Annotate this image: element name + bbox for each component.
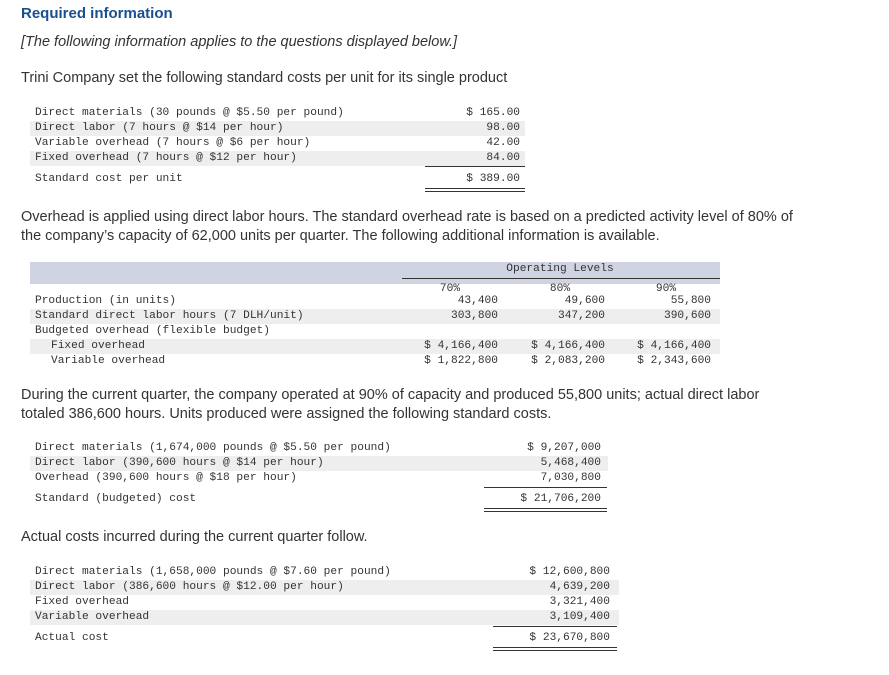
cell-value: $ 4,166,400 [637,340,711,352]
row-label: Actual cost [35,632,109,644]
table-row [30,441,608,456]
cell-value: $ 2,343,600 [637,355,711,367]
column-header: 90% [655,283,677,295]
row-value: 7,030,800 [540,472,601,484]
subtotal-underline [425,166,525,167]
cell-value: 55,800 [670,295,711,307]
table-row [30,121,525,136]
cell-value: $ 2,083,200 [531,355,605,367]
paragraph-line: totaled 386,600 hours. Units produced were assigned the following standard costs. [21,406,552,422]
table-row [30,106,525,121]
row-value: $ 9,207,000 [527,442,601,454]
row-label: Direct materials (1,674,000 pounds @ $5.50 per pound) [35,442,391,454]
heading-underline [402,278,720,279]
paragraph-line: Overhead is applied using direct labor hours. The standard overhead rate is based on a predicted activity level of 80% of [21,209,793,225]
table-row [30,595,619,610]
table-row [30,324,720,339]
actual-intro-text: Actual costs incurred during the current quarter follow. [21,529,368,545]
row-label: Direct labor (390,600 hours @ $14 per hour) [35,457,324,469]
row-label: Standard cost per unit [35,173,183,185]
row-value: 3,321,400 [549,596,610,608]
row-value: 5,468,400 [540,457,601,469]
row-value: 42.00 [486,137,520,149]
row-label: Variable overhead [35,611,150,623]
cell-value: 303,800 [451,310,498,322]
overhead-paragraph [21,208,793,246]
row-label: Production (in units) [35,295,176,307]
cell-value: 49,600 [564,295,605,307]
subtotal-underline [493,626,617,627]
total-double-underline [425,188,525,192]
table-row [30,136,525,151]
row-label: Overhead (390,600 hours @ $18 per hour) [35,472,297,484]
total-double-underline [493,647,617,651]
row-label: Direct materials (30 pounds @ $5.50 per pound) [35,107,344,119]
paragraph-line: During the current quarter, the company operated at 90% of capacity and produced 55,800 units; actual direct labor [21,387,760,403]
cell-value: 43,400 [457,295,498,307]
table-row [30,339,720,354]
row-label: Budgeted overhead (flexible budget) [35,325,270,337]
cell-value: $ 4,166,400 [531,340,605,352]
table-row [30,151,525,166]
cell-value: 347,200 [558,310,605,322]
table-row [30,610,619,625]
row-label: Fixed overhead [35,596,129,608]
table-row [30,565,619,580]
row-label: Standard direct labor hours (7 DLH/unit) [35,310,304,322]
total-row [30,631,619,646]
row-value: $ 165.00 [466,107,520,119]
total-value: $ 21,706,200 [520,493,601,505]
table-row [30,354,720,369]
row-label: Direct materials (1,658,000 pounds @ $7.60 per pound) [35,566,391,578]
table-row [30,580,619,595]
row-label: Direct labor (386,600 hours @ $12.00 per hour) [35,581,344,593]
row-label: Standard (budgeted) cost [35,493,197,505]
row-label: Variable overhead (7 hours @ $6 per hour) [35,137,311,149]
row-value: 84.00 [486,152,520,164]
row-value: 98.00 [486,122,520,134]
table-row [30,294,720,309]
total-double-underline [484,508,607,512]
table-row [30,309,720,324]
cell-value: $ 1,822,800 [424,355,498,367]
row-label: Variable overhead [51,355,166,367]
row-value: $ 12,600,800 [529,566,610,578]
row-value: 4,639,200 [549,581,610,593]
total-value: $ 389.00 [466,173,520,185]
column-header: 80% [549,283,571,295]
table-row [30,456,608,471]
table-row [30,471,608,486]
total-row [30,172,525,187]
cell-value: 390,600 [664,310,711,322]
row-label: Fixed overhead (7 hours @ $12 per hour) [35,152,297,164]
info-note: [The following information applies to the questions displayed below.] [21,34,458,50]
total-value: $ 23,670,800 [529,632,610,644]
operating-levels-heading: Operating Levels [506,263,614,275]
row-value: 3,109,400 [549,611,610,623]
page-title: Required information [21,5,173,22]
row-label: Direct labor (7 hours @ $14 per hour) [35,122,284,134]
current-quarter-paragraph [21,386,759,424]
total-row [30,492,608,507]
column-header: 70% [439,283,461,295]
paragraph-line: the company’s capacity of 62,000 units per quarter. The following additional information is available. [21,228,660,244]
cell-value: $ 4,166,400 [424,340,498,352]
row-label: Fixed overhead [51,340,145,352]
subtotal-underline [484,487,607,488]
intro-text: Trini Company set the following standard costs per unit for its single product [21,70,508,86]
